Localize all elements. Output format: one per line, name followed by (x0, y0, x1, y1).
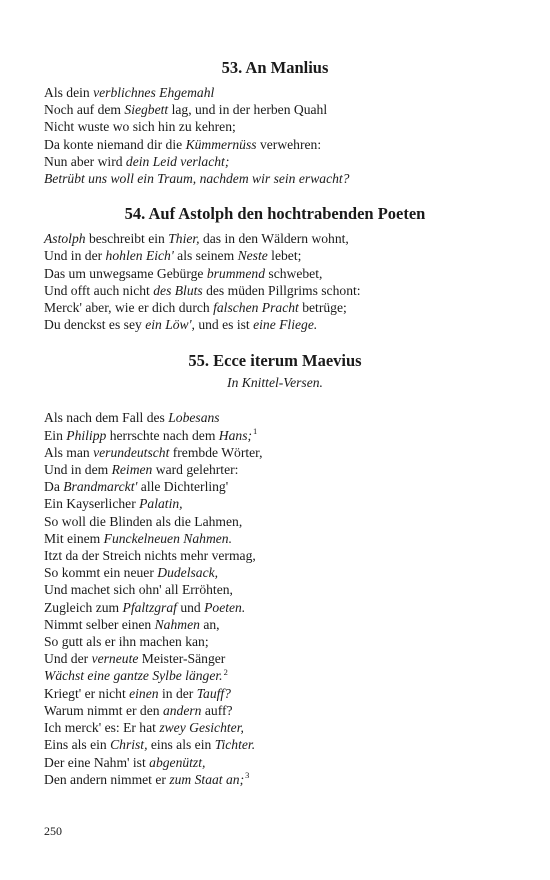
italic-text: verblichnes Ehgemahl (93, 85, 215, 100)
italic-text: Pfaltzgraf (122, 599, 177, 615)
verse-text: Ein Kayserlicher (44, 496, 140, 512)
italic-text: andern (162, 702, 202, 718)
verse-line (44, 771, 506, 788)
verse-text: Und in der (44, 248, 106, 264)
poem-53-body (44, 84, 506, 187)
verse-text: Und offt auch nicht (44, 282, 154, 298)
verse-text: lag, und in der herben Quahl (168, 102, 328, 118)
footnote-marker: 1 (253, 426, 258, 437)
italic-text: Christ, (110, 737, 148, 753)
verse-text: So kommt ein neuer (44, 565, 158, 581)
book-page (44, 56, 506, 788)
verse-line (44, 685, 506, 702)
verse-text: das in den Wäldern wohnt, (199, 231, 349, 247)
verse-line (44, 170, 506, 187)
verse-text: Den andern nimmet er (44, 771, 170, 787)
verse-text: Kriegt' er nicht (44, 685, 130, 701)
verse-text: Der eine Nahm' ist (44, 754, 150, 770)
verse-line (44, 547, 506, 564)
verse-text: Als man (44, 444, 94, 460)
poem-53-title: 53. An Manlius (221, 58, 329, 77)
italic-text: verneute (91, 651, 139, 667)
verse-line (44, 702, 506, 719)
verse-line (44, 409, 506, 426)
verse-text: und es ist (194, 317, 254, 333)
italic-text: brummend (206, 265, 265, 281)
verse-text: Mit einem (44, 530, 104, 546)
verse-text: ward gelehrter: (152, 462, 239, 478)
verse-line (44, 754, 506, 771)
italic-text: ein Löw', (145, 317, 195, 333)
verse-line (44, 444, 506, 461)
verse-line (44, 650, 506, 667)
italic-text: Brandmarckt' (63, 479, 138, 495)
verse-text: Itzt da der Streich nichts mehr vermag, (44, 548, 256, 564)
verse-text: Nimmt selber einen (44, 616, 155, 632)
verse-text: Eins als ein (44, 737, 111, 753)
verse-text: frembde Wörter, (169, 444, 263, 460)
verse-line (44, 530, 506, 547)
verse-text: So gutt als er ihn machen kan; (44, 634, 209, 650)
verse-line (44, 564, 506, 581)
italic-text: Tichter. (214, 737, 256, 753)
verse-text: herrschte nach dem (106, 427, 219, 443)
verse-text: beschreibt ein (85, 231, 169, 247)
verse-text: So woll die Blinden als die Lahmen, (44, 513, 243, 529)
poem-54-title: 54. Auf Astolph den hochtrabenden Poeten (124, 204, 426, 224)
verse-line (44, 461, 506, 478)
poem-55-title: 55. Ecce iterum Maevius (188, 351, 362, 371)
verse-text: in der (158, 685, 197, 701)
italic-text: einen (129, 685, 159, 701)
verse-text: schwebet, (265, 265, 323, 281)
italic-text: verundeutscht (93, 444, 170, 460)
italic-text: zum Staat an; (169, 771, 245, 787)
verse-text: Warum nimmt er den (44, 702, 163, 718)
verse-text: Das um unwegsame Gebürge (44, 265, 207, 281)
verse-text: alle Dichterling' (137, 479, 229, 495)
italic-text: Neste (237, 248, 268, 264)
verse-line (44, 230, 506, 247)
verse-text: Da konte niemand dir die (44, 136, 186, 152)
italic-text: Funckelneuen Nahmen. (103, 530, 232, 546)
verse-text: an, (199, 616, 220, 632)
italic-text: Lobesans (168, 410, 220, 426)
italic-text: Dudelsack, (157, 565, 219, 581)
verse-line (44, 136, 506, 153)
footnote-marker: 2 (223, 666, 228, 677)
verse-text: Nicht wuste wo sich hin zu kehren; (44, 119, 236, 135)
verse-line (44, 153, 506, 170)
verse-text: Als dein (44, 85, 94, 100)
verse-line (44, 427, 506, 444)
verse-text: eins als ein (147, 737, 215, 753)
italic-text: zwey Gesichter, (159, 720, 244, 736)
italic-text: Tauff? (196, 685, 231, 701)
italic-text: Reimen (111, 462, 153, 478)
verse-line (44, 247, 506, 264)
verse-line (44, 581, 506, 598)
verse-text: Du denckst es sey (44, 317, 146, 333)
italic-text: hohlen Eich' (105, 248, 174, 264)
verse-line (44, 616, 506, 633)
verse-text: Merck' aber, wie er dich durch (44, 300, 214, 316)
verse-text: des müden Pillgrims schont: (202, 282, 361, 298)
verse-text: Ein (44, 427, 67, 443)
italic-text: Nahmen (154, 616, 200, 632)
verse-text: Ich merck' es: Er hat (44, 720, 160, 736)
verse-line (44, 316, 506, 333)
verse-text: betrüge; (298, 300, 347, 316)
italic-text: Hans; (218, 427, 253, 443)
verse-text: lebet; (267, 248, 302, 264)
page-number: 250 (44, 824, 62, 838)
italic-text: Palatin, (139, 496, 183, 512)
verse-line (44, 736, 506, 753)
verse-line (44, 495, 506, 512)
verse-line (44, 265, 506, 282)
verse-text: auff? (201, 702, 233, 718)
italic-text: Astolph (44, 231, 86, 247)
verse-line (44, 118, 506, 135)
poem-55-body (44, 409, 506, 787)
verse-line (44, 84, 506, 101)
verse-line (44, 599, 506, 616)
verse-text: und (176, 599, 205, 615)
italic-text: dein Leid verlacht; (125, 153, 230, 169)
verse-text: Noch auf dem (44, 102, 125, 118)
verse-text: Als nach dem Fall des (44, 410, 169, 426)
italic-text: des Bluts (153, 282, 203, 298)
verse-line (44, 299, 506, 316)
verse-text: Und der (44, 651, 92, 667)
italic-text: abgenützt, (149, 754, 206, 770)
italic-text: Siegbett (124, 102, 169, 118)
footnote-marker: 3 (245, 770, 250, 781)
italic-text: Betrübt uns woll ein Traum, nachdem wir sein erwacht? (44, 171, 350, 187)
italic-text: falschen Pracht (213, 300, 299, 316)
verse-text: Meister-Sänger (138, 651, 226, 667)
italic-text: eine Fliege. (253, 317, 318, 333)
italic-text: Poeten. (204, 599, 246, 615)
verse-text: Nun aber wird (44, 153, 126, 169)
verse-line (44, 667, 506, 684)
verse-text: Und machet sich ohn' all Erröhten, (44, 582, 233, 598)
verse-line (44, 478, 506, 495)
italic-text: Thier, (168, 231, 200, 247)
italic-text: Wächst eine gantze Sylbe länger. (44, 668, 223, 684)
italic-text: Philipp (66, 427, 107, 443)
verse-text: verwehren: (256, 136, 322, 152)
italic-text: Kümmernüss (185, 136, 257, 152)
verse-line (44, 719, 506, 736)
verse-line (44, 513, 506, 530)
poem-55-subtitle: In Knittel-Versen. (227, 375, 323, 391)
verse-text: Zugleich zum (44, 599, 123, 615)
verse-line (44, 282, 506, 299)
verse-text: als seinem (173, 248, 238, 264)
verse-line (44, 101, 506, 118)
verse-line (44, 633, 506, 650)
poem-54-body (44, 230, 506, 333)
verse-text: Da (44, 479, 64, 495)
verse-text: Und in dem (44, 462, 112, 478)
